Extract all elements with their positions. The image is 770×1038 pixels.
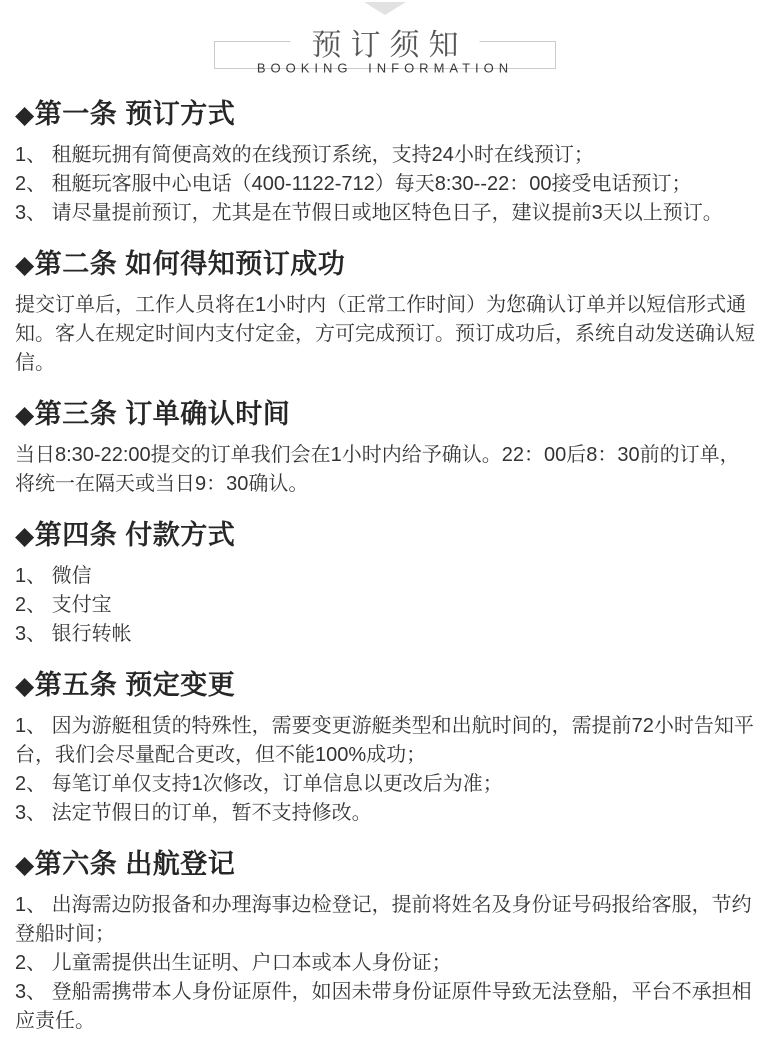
- section-body: [15, 141, 755, 228]
- section-article-5: [15, 670, 755, 828]
- list-item: 1、 租艇玩拥有简便高效的在线预订系统，支持24小时在线预订；: [15, 144, 594, 166]
- section-heading-text: 第二条 如何得知预订成功: [34, 249, 346, 279]
- section-body: [15, 291, 755, 378]
- list-item: 3、 法定节假日的订单，暂不支持修改。: [15, 802, 372, 824]
- section-heading-text: 第五条 预定变更: [34, 670, 236, 700]
- page-header: [15, 2, 755, 76]
- list-item: 1、 微信: [15, 565, 92, 587]
- diamond-icon: ◆: [15, 672, 35, 700]
- section-article-2: [15, 249, 755, 378]
- diamond-icon: ◆: [15, 851, 35, 879]
- section-heading-text: 第一条 预订方式: [34, 99, 236, 129]
- list-item: 3、 请尽量提前预订，尤其是在节假日或地区特色日子，建议提前3天以上预订。: [15, 202, 723, 224]
- section-heading-text: 第四条 付款方式: [34, 520, 236, 550]
- section-body: [15, 712, 755, 828]
- list-item: 2、 儿童需提供出生证明、户口本或本人身份证；: [15, 952, 452, 974]
- section-article-6: [15, 849, 755, 1036]
- section-heading: [15, 520, 755, 551]
- section-heading: [15, 99, 755, 130]
- triangle-down-icon: [364, 2, 406, 15]
- section-heading-text: 第三条 订单确认时间: [34, 399, 291, 429]
- list-item: 1、 因为游艇租赁的特殊性，需要变更游艇类型和出航时间的，需提前72小时告知平台，我们会尽量配合更改，但不能100%成功；: [15, 715, 754, 766]
- section-article-4: [15, 520, 755, 649]
- section-article-3: [15, 399, 755, 499]
- page-title: 预订须知: [291, 20, 480, 64]
- list-item: 2、 支付宝: [15, 594, 112, 616]
- section-heading: [15, 849, 755, 880]
- diamond-icon: ◆: [15, 101, 35, 129]
- list-item: 2、 租艇玩客服中心电话（400-1122-712）每天8:30--22：00接受电话预订；: [15, 173, 692, 195]
- section-body: [15, 562, 755, 649]
- section-heading: [15, 670, 755, 701]
- booking-info-page: [0, 2, 770, 1038]
- list-item: 3、 银行转帐: [15, 623, 132, 645]
- diamond-icon: ◆: [15, 251, 35, 279]
- list-item: 1、 出海需边防报备和办理海事边检登记，提前将姓名及身份证号码报给客服，节约登船时间；: [15, 894, 752, 945]
- section-body: [15, 441, 755, 499]
- header-frame: [214, 29, 556, 76]
- diamond-icon: ◆: [15, 522, 35, 550]
- section-heading: [15, 249, 755, 280]
- page-subtitle: BOOKING INFORMATION: [256, 60, 514, 76]
- section-heading-text: 第六条 出航登记: [34, 849, 236, 879]
- section-article-1: [15, 99, 755, 228]
- section-body: [15, 891, 755, 1036]
- paragraph: 提交订单后，工作人员将在1小时内（正常工作时间）为您确认订单并以短信形式通知。客人在规定时间内支付定金，方可完成预订。预订成功后，系统自动发送确认短信。: [15, 294, 755, 374]
- list-item: 2、 每笔订单仅支持1次修改，订单信息以更改后为准；: [15, 773, 503, 795]
- paragraph: 当日8:30-22:00提交的订单我们会在1小时内给予确认。22：00后8：30前的订单，将统一在隔天或当日9：30确认。: [15, 444, 740, 495]
- section-heading: [15, 399, 755, 430]
- list-item: 3、 登船需携带本人身份证原件，如因未带身份证原件导致无法登船，平台不承担相应责任。: [15, 981, 752, 1032]
- diamond-icon: ◆: [15, 401, 35, 429]
